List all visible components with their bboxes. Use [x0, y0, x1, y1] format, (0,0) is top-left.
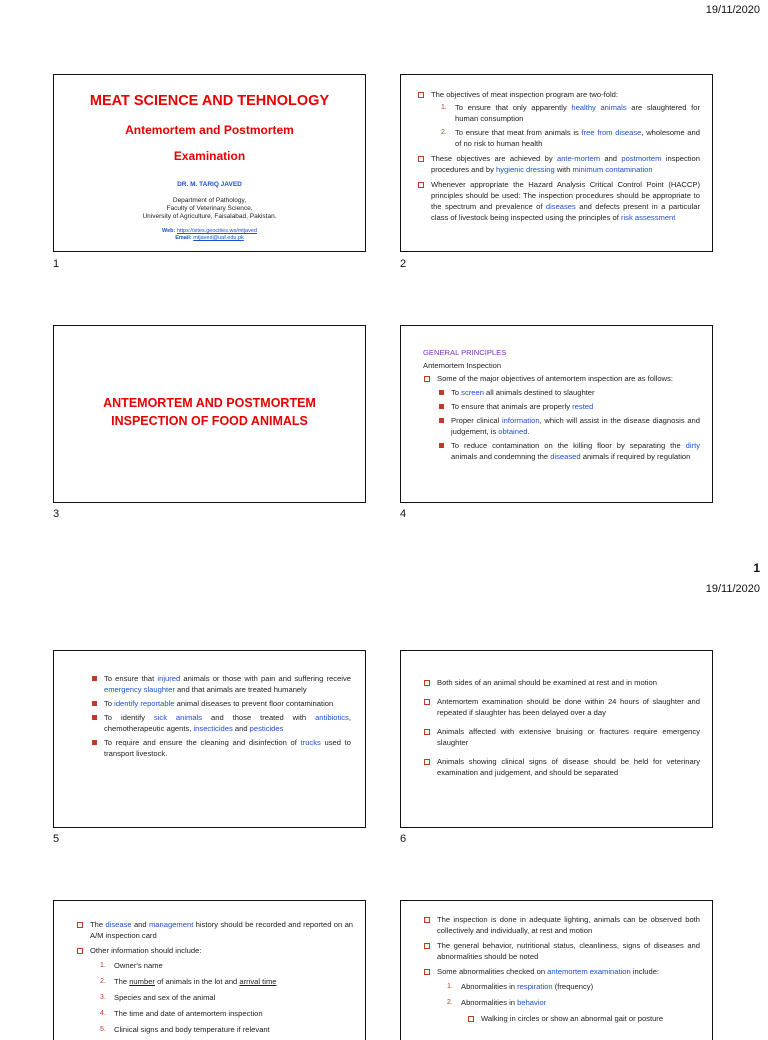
text: The objectives of meat inspection program are two-fold: — [431, 90, 618, 99]
list-item: To ensure that injured animals or those with pain and suffering receive emergency slaughter and that animals are treated humanely — [90, 673, 351, 695]
university: University of Agriculture, Faisalabad, Pakistan. — [142, 213, 277, 220]
list-item: To screen all animals destined to slaughter — [437, 387, 700, 398]
list-item: 4. The time and date of antemortem inspection — [100, 1009, 263, 1018]
slide-title-line2: INSPECTION OF FOOD ANIMALS — [111, 414, 308, 428]
list-item: The disease and management history should be recorded and reported on an A/M inspection card — [76, 919, 353, 941]
slide-number-4: 4 — [400, 508, 407, 520]
list-item: Some abnormalities checked on antemortem examination include: 1. Abnormalities in respiration (frequency) 2. Abnormalities in behavior Walking in circles or show an abnormal gait or posture — [423, 966, 700, 1024]
list-item: 2. The number of animals in the lot and arrival time — [100, 977, 277, 986]
list-item: Animals affected with extensive bruising or fractures require emergency slaughter — [423, 726, 700, 748]
department: Department of Pathology, — [172, 197, 247, 204]
list-item: To ensure that animals are properly rested — [437, 401, 700, 412]
slide-7 — [53, 900, 366, 1040]
slide-4 — [400, 325, 713, 503]
list-item: 1. Abnormalities in respiration (frequency) — [447, 982, 594, 991]
slide-number-6: 6 — [400, 833, 407, 845]
slide-6 — [400, 650, 713, 828]
email-link[interactable]: mtjaved@uaf.edu.pk — [193, 235, 244, 241]
web-link[interactable]: https://sites.geocities.ws/mtjaved — [176, 228, 257, 234]
list-item: 2. To ensure that meat from animals is free from disease, wholesome and of no risk to human health — [441, 128, 700, 148]
list-item: To reduce contamination on the killing floor by separating the dirty animals and condemning the diseased animals if required by regulation — [437, 440, 700, 462]
slide-title-line1: ANTEMORTEM AND POSTMORTEM — [103, 396, 316, 410]
slide-3 — [53, 325, 366, 503]
section-heading: GENERAL PRINCIPLES — [423, 348, 507, 357]
faculty: Faculty of Veterinary Science, — [166, 205, 253, 212]
list-item: To identify reportable animal diseases to prevent floor contamination — [90, 698, 351, 709]
list-item: To require and ensure the cleaning and disinfection of trucks used to transport livestock. — [90, 737, 351, 759]
list-item: To identify sick animals and those treated with antibiotics, chemotherapeutic agents, insecticides and pesticides — [90, 712, 351, 734]
list-item: 5. Clinical signs and body temperature if relevant — [100, 1025, 270, 1034]
slide-subtitle-line1: Antemortem and Postmortem — [125, 123, 294, 137]
list-item: Walking in circles or show an abnormal gait or posture — [467, 1013, 700, 1024]
slide-2 — [400, 74, 713, 252]
slide-number-3: 3 — [53, 508, 60, 520]
slide-8 — [400, 900, 713, 1040]
slide-subtitle-line2: Examination — [173, 149, 246, 163]
email-label: Email: — [175, 235, 192, 241]
list-item: 2. Abnormalities in behavior Walking in circles or show an abnormal gait or posture — [437, 997, 700, 1024]
list-item: These objectives are achieved by ante-mortem and postmortem inspection procedures and by hygienic dressing with minimum contamination — [417, 153, 700, 175]
web-label: Web: — [162, 228, 176, 234]
list-item: The inspection is done in adequate lighting, animals can be observed both collectively and individually, at rest and motion — [423, 914, 700, 936]
slide-number-2: 2 — [400, 258, 407, 270]
page-number: 1 — [753, 561, 760, 575]
list-item: Some of the major objectives of antemortem inspection are as follows: To screen all animals destined to slaughter To ensure that animals are properly rested Proper clinical information, which will assist in the disease diagnosis and judgement, is obtained. To reduce contamination on the killing floor by separating the dirty animals and condemning the diseased animals if required by regulation — [423, 373, 700, 462]
page-date-top: 19/11/2020 — [705, 4, 760, 16]
email-line — [54, 235, 365, 241]
list-item — [417, 89, 700, 149]
slide-number-5: 5 — [53, 833, 60, 845]
list-item: 1. Owner's name — [100, 961, 163, 970]
list-item: Whenever appropriate the Hazard Analysis Critical Control Point (HACCP) principles should be used: The inspection procedures should be appropriate to the spectrum and prevalence of diseases and defects present in a particular class of livestock being inspected using the principles of risk assessment — [417, 179, 700, 223]
list-item: 1. To ensure that only apparently healthy animals are slaughtered for human consumption — [441, 103, 700, 123]
list-item: Other information should include: 1. Owner's name 2. The number of animals in the lot and arrival time 3. Species and sex of the animal 4. The time and date of antemortem inspection 5. Clinical signs and body temperature if relevant — [76, 945, 353, 1035]
slide-5 — [53, 650, 366, 828]
slide-number-1: 1 — [53, 258, 60, 270]
list-item: Animals showing clinical signs of disease should be held for veterinary examination and judgement, and should be separated — [423, 756, 700, 778]
list-item: 3. Species and sex of the animal — [100, 993, 216, 1002]
page-date-second: 19/11/2020 — [705, 583, 760, 595]
list-item: Both sides of an animal should be examined at rest and in motion — [423, 677, 700, 688]
author-name: DR. M. TARIQ JAVED — [177, 181, 242, 188]
list-item: The general behavior, nutritional status, cleanliness, signs of diseases and abnormalities should be noted — [423, 940, 700, 962]
list-item: Antemortem examination should be done within 24 hours of slaughter and repeated if slaughter has been delayed over a day — [423, 696, 700, 718]
list-item: Proper clinical information, which will assist in the disease diagnosis and judgement, is obtained. — [437, 415, 700, 437]
section-subheading: Antemortem Inspection — [423, 361, 502, 370]
web-line — [54, 228, 365, 234]
slide-1 — [53, 74, 366, 252]
slide-title: MEAT SCIENCE AND TEHNOLOGY — [89, 93, 330, 109]
